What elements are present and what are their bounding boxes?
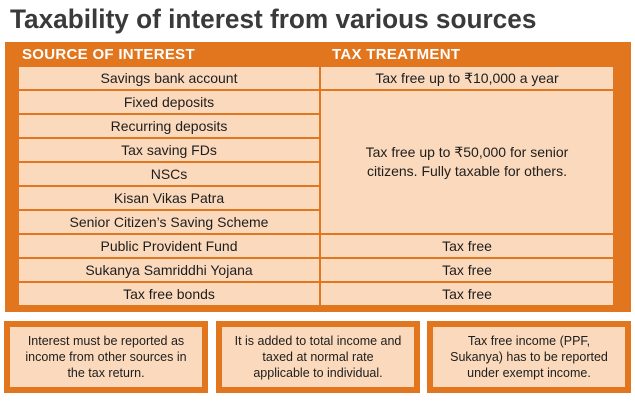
- source-cell-tax-free-bonds: Tax free bonds: [19, 283, 319, 305]
- treatment-cell-deposits-and-schemes: Tax free up to ₹50,000 for senior citizens. Fully taxable for others.: [321, 91, 613, 233]
- source-cell-sukanya-samriddhi-yojana: Sukanya Samriddhi Yojana: [19, 259, 319, 281]
- note-box-exempt-income: Tax free income (PPF, Sukanya) has to be reported under exempt income.: [427, 321, 631, 393]
- source-cell-recurring-deposits: Recurring deposits: [19, 115, 319, 137]
- page-title: Taxability of interest from various sources: [10, 4, 537, 34]
- treatment-cell-sukanya-samriddhi-yojana: Tax free: [321, 259, 613, 281]
- treatment-cell-tax-free-bonds: Tax free: [321, 283, 613, 305]
- note-box-reporting: Interest must be reported as income from other sources in the tax return.: [4, 321, 208, 393]
- source-cell-senior-citizens-saving-scheme: Senior Citizen’s Saving Scheme: [19, 211, 319, 233]
- treatment-column-header: TAX TREATMENT: [332, 46, 461, 63]
- source-cell-nscs: NSCs: [19, 163, 319, 185]
- source-column-header: SOURCE OF INTEREST: [22, 46, 195, 63]
- source-cell-tax-saving-fds: Tax saving FDs: [19, 139, 319, 161]
- note-box-total-income: It is added to total income and taxed at normal rate applicable to individual.: [216, 321, 420, 393]
- treatment-cell-public-provident-fund: Tax free: [321, 235, 613, 257]
- source-cell-savings-bank: Savings bank account: [19, 67, 319, 89]
- treatment-cell-savings-bank: Tax free up to ₹10,000 a year: [321, 67, 613, 89]
- source-cell-public-provident-fund: Public Provident Fund: [19, 235, 319, 257]
- source-cell-fixed-deposits: Fixed deposits: [19, 91, 319, 113]
- source-cell-kisan-vikas-patra: Kisan Vikas Patra: [19, 187, 319, 209]
